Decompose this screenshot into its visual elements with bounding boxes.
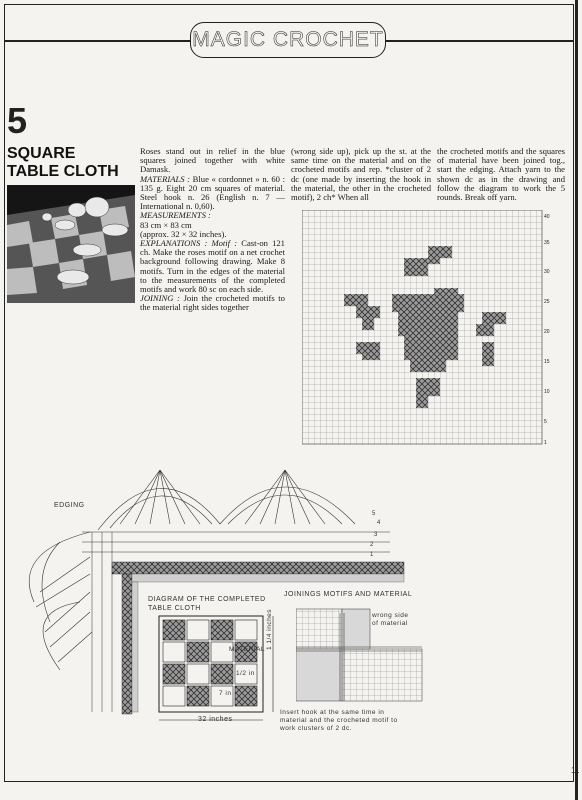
seven-inch-label: 7 in bbox=[219, 690, 232, 697]
scale-label-20: 20 bbox=[544, 329, 550, 335]
edging-round-3: 3 bbox=[374, 532, 378, 538]
edging-round-1: 1 bbox=[370, 552, 374, 558]
joining-note-line2: material and the crocheted motif to bbox=[280, 717, 398, 724]
wrong-side-label bbox=[372, 612, 408, 628]
scale-label-10: 10 bbox=[544, 389, 550, 395]
magazine-title: MAGIC CROCHET bbox=[192, 28, 384, 51]
eleven-quarter-label: 1 1/4 inches bbox=[266, 608, 273, 650]
wrong-side-line1: wrong side bbox=[372, 612, 409, 619]
completed-caption-line1: DIAGRAM OF THE COMPLETED bbox=[148, 596, 266, 603]
grid-scale-labels bbox=[544, 214, 550, 446]
header-banner bbox=[190, 22, 386, 58]
explanations-text: Cast-on 121 ch. Make the roses motif on a net crochet background following drawing. Make 8 motifs. Turn in the edges of the material to the measurements of the completed motifs and work 80 sc on each side. bbox=[140, 238, 285, 295]
scale-label-1: 1 bbox=[544, 440, 547, 446]
joining-diagram-caption: JOININGS MOTIFS AND MATERIAL bbox=[284, 591, 413, 598]
rose-motif-grid-chart bbox=[302, 210, 564, 446]
scale-label-35: 35 bbox=[544, 240, 550, 246]
article-number: 5 bbox=[7, 100, 28, 141]
materials-text: Blue « cordonnet » n. 60 : 135 g. Eight 20 cm squares of material. Steel hook n. 26 (English n. 7 — International n. 0,60). bbox=[140, 173, 285, 212]
text-column-1 bbox=[140, 147, 285, 313]
edging-round-5: 5 bbox=[372, 511, 376, 517]
joining-text: Join the crocheted motifs to the material right sides together bbox=[140, 293, 285, 313]
intro-text: Roses stand out in relief in the blue squares joined together with white Damask. bbox=[140, 146, 285, 175]
completed-diagram-caption bbox=[148, 595, 266, 613]
article-title-line1: SQUARE bbox=[7, 145, 76, 162]
completed-caption-line2: TABLE CLOTH bbox=[148, 605, 201, 612]
text-column-3 bbox=[437, 147, 565, 202]
wrong-side-line2: of material bbox=[372, 620, 408, 627]
materials-heading: MATERIALS : bbox=[140, 173, 191, 184]
article-title-line2: TABLE CLOTH bbox=[7, 163, 119, 180]
text-column-2 bbox=[291, 147, 431, 202]
scale-label-5: 5 bbox=[544, 419, 547, 425]
page-edge-bar bbox=[575, 0, 578, 800]
tablecloth-photo bbox=[7, 185, 135, 303]
edging-round-2: 2 bbox=[370, 542, 374, 548]
scale-label-40: 40 bbox=[544, 214, 550, 220]
scale-label-30: 30 bbox=[544, 269, 550, 275]
joining-heading: JOINING : bbox=[140, 293, 180, 304]
half-inch-label: 1/2 in bbox=[236, 670, 255, 677]
scale-label-15: 15 bbox=[544, 359, 550, 365]
measurements-text-2: (approx. 32 × 32 inches). bbox=[140, 228, 227, 239]
joining-note-line1: Insert hook at the same time in bbox=[280, 709, 385, 716]
column-2-text: (wrong side up), pick up the st. at the same time on the material and on the crocheted motifs and rep. *cluster of 2 dc (one made by inserting the hook in the material, the other in the crocheted motif), 2 ch* When all bbox=[291, 146, 431, 203]
measurements-heading: MEASUREMENTS : bbox=[140, 210, 211, 221]
material-label: MATERIAL bbox=[229, 646, 266, 653]
scale-label-25: 25 bbox=[544, 299, 550, 305]
edging-label: EDGING bbox=[54, 502, 85, 509]
column-3-text: the crocheted motifs and the squares of material have been joined tog., start the edging. Attach yarn to the shown dc as in the drawing and follow the diagram to work the 5 rounds. Break off yarn. bbox=[437, 146, 565, 203]
joining-note bbox=[280, 709, 398, 733]
width-label: 32 inches bbox=[198, 716, 233, 723]
joining-note-line3: work clusters of 2 dc. bbox=[280, 725, 353, 732]
edging-round-4: 4 bbox=[377, 520, 381, 526]
article-title bbox=[7, 145, 119, 181]
explanations-heading: EXPLANATIONS : Motif : bbox=[140, 238, 238, 249]
page-number: 11 bbox=[571, 766, 580, 775]
measurements-text-1: 83 cm × 83 cm bbox=[140, 219, 192, 230]
